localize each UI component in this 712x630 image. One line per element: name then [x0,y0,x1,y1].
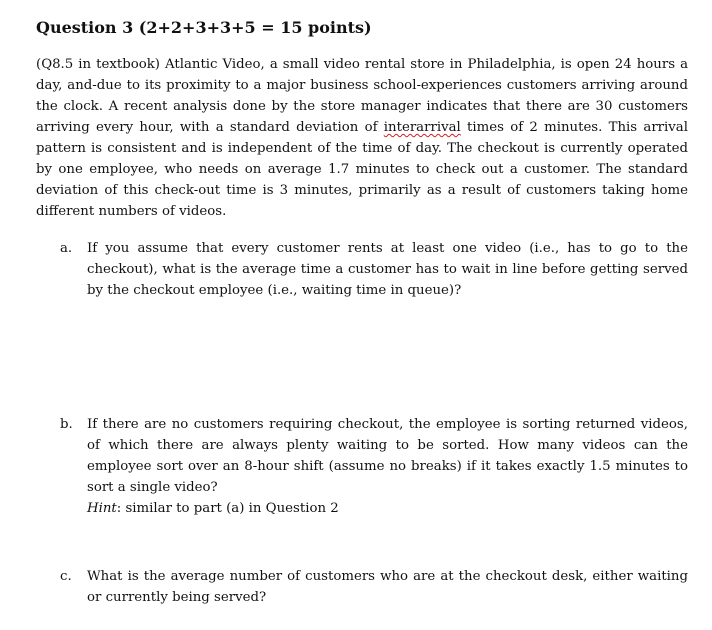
intro-text-after: times of 2 minutes. This arrival pattern is consistent and is independent of the time of day. The checkout is currently operated by one employee, who needs on average 1.7 minutes to check out a customer. The standard deviation of this check-out time is 3 minutes, primarily as a result of customers taking home different numbers of videos. [36,120,688,219]
part-b [60,414,688,519]
part-b-text: If there are no customers requiring checkout, the employee is sorting returned videos, of which there are always plenty waiting to be sorted. How many videos can the employee sort over an 8-hour shift (assume no breaks) if it takes exactly 1.5 minutes to sort a single video? [87,417,688,495]
part-a-text: If you assume that every customer rents at least one video (i.e., has to go to the checkout), what is the average time a customer has to wait in line before getting served by the checkout employee (i.e., waiting time in queue)? [87,241,688,298]
part-c [60,566,688,608]
part-b-hint [87,498,688,519]
part-b-letter: b. [60,417,73,432]
part-a-letter: a. [60,241,73,256]
question-title: Question 3 (2+2+3+3+5 = 15 points) [36,18,372,37]
intro-text-before: (Q8.5 in textbook) Atlantic Video, a small video rental store in Philadelphia, is open 24 hours a day, and-due to its proximity to a major business school-experiences customers arriving around the clock. A recent analysis done by the store manager indicates that there are 30 customers arriving every hour, with a standard deviation of [36,57,688,135]
question-intro [36,54,688,222]
part-c-text: What is the average number of customers who are at the checkout desk, either waiting or currently being served? [87,569,688,605]
part-a [60,238,688,301]
hint-text: : similar to part (a) in Question 2 [116,501,339,516]
hint-label: Hint [87,501,117,516]
part-c-letter: c. [60,569,72,584]
spellcheck-flagged-word[interactable]: interarrival [383,120,461,135]
